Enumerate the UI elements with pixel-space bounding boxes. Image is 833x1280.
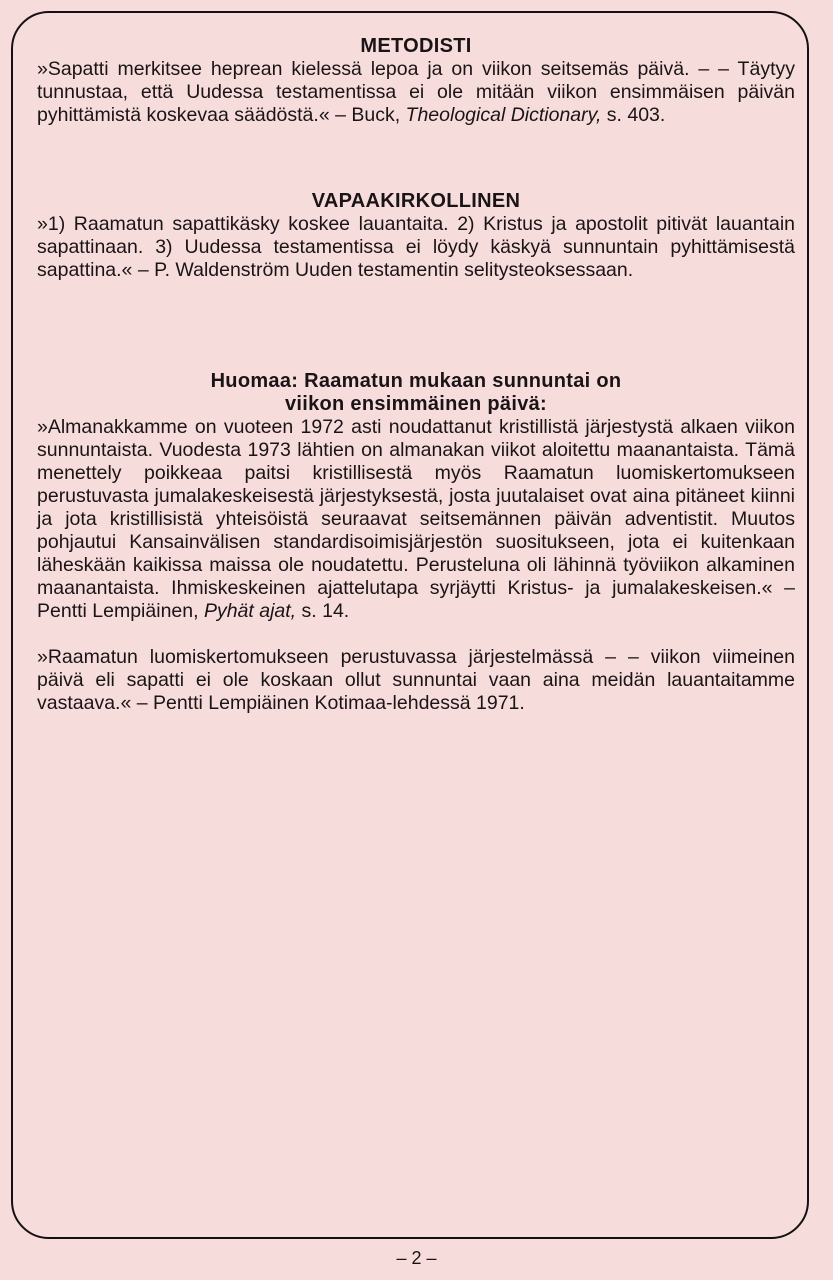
quote-paragraph (37, 416, 795, 623)
section-metodisti (37, 35, 795, 127)
quote-text: »Almanakkamme on vuoteen 1972 asti noudattanut kristillistä järjestystä alkaen viikon sunnuntaista. Vuodesta 1973 lähtien on almanakan viikot aloitettu maanantaista. Tämä menettely poikkeaa paitsi kristillisestä myös Raamatun luomiskertomukseen perustuvasta jumalakeskeisestä järjestyksestä, josta juutalaiset ovat aina pitäneet kiinni ja jota kristillisistä yhteisöistä seuraavat seitsemännen päivän adventistit. Muutos pohjautui Kansainvälisen standardisoimisjärjestön suositukseen, jota ei kuitenkaan läheskään kaikissa maissa ole noudatettu. Perusteluna oli lähinnä työviikon alkaminen maanantaista. Ihmiskeskeinen ajattelutapa syrjäytti Kristus- ja jumalakeskeisen.« – Pentti Lempiäinen, (37, 416, 795, 622)
section-heading-line1: Huomaa: Raamatun mukaan sunnuntai on (210, 370, 622, 392)
page-number: – 2 – (396, 1248, 437, 1268)
source-page: s. 403. (606, 104, 666, 126)
quote-paragraph-2: »Raamatun luomiskertomukseen perustuvassa järjestelmässä – – viikon viimeinen päivä eli sapatti ei ole koskaan ollut sunnuntai vaan aina meidän lauantaitamme vastaava.« – Pentti Lempiäinen Kotimaa-lehdessä 1971. (37, 646, 795, 714)
section-heading-line2: viikon ensimmäinen päivä: (284, 393, 548, 415)
quote-paragraph: »1) Raamatun sapattikäsky koskee lauantaita. 2) Kristus ja apostolit pitivät lauantain sapattinaan. 3) Uudessa testamentissa ei löydy käskyä sunnuntain pyhittämisestä sapattina.« – P. Waldenström Uuden testamentin selitysteoksessaan. (37, 213, 795, 281)
quote-text: »Sapatti merkitsee heprean kielessä lepoa ja on viikon seitsemäs päivä. – – Täytyy tunnustaa, että Uudessa testamentissa ei ole mitään viikon ensimmäisen päivän pyhittämistä koskevaa säädöstä.« – Buck, (37, 58, 795, 126)
section-vapaakirkollinen (37, 190, 795, 282)
source-title: Theological Dictionary, (405, 104, 602, 126)
section-huomaa (37, 370, 795, 715)
source-title: Pyhät ajat, (203, 600, 297, 622)
quote-paragraph (37, 58, 795, 127)
section-heading: VAPAAKIRKOLLINEN (311, 190, 521, 212)
section-heading: METODISTI (360, 35, 472, 57)
source-page: s. 14. (301, 600, 350, 622)
